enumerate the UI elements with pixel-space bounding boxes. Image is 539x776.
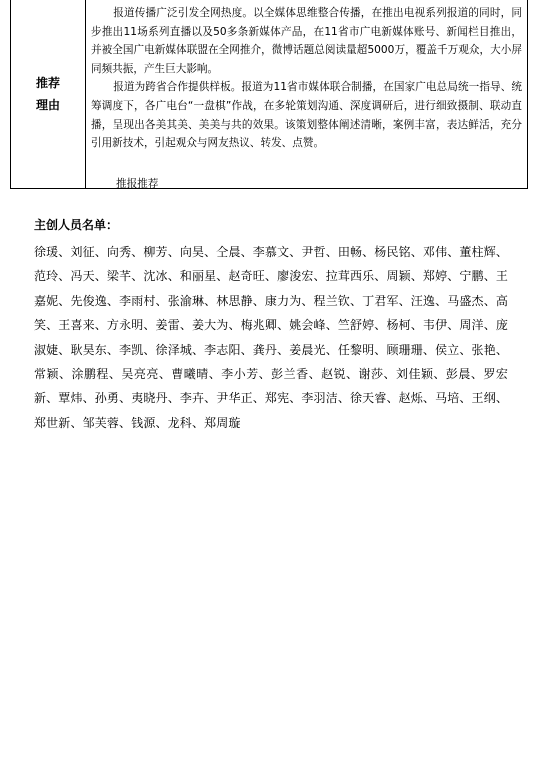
recommendation-table xyxy=(10,0,528,189)
recommendation-label-line2: 理由 xyxy=(35,98,60,112)
recommendation-label-line1: 推荐 xyxy=(35,76,60,90)
cut-off-text: 推报推荐 xyxy=(116,178,159,190)
cut-off-text-line xyxy=(116,178,176,193)
recommendation-paragraph-2: 报道为跨省合作提供样板。报道为11省市媒体联合制播，在国家广电总局统一指导、统筹调度下，各广电台“一盘棋”作战，在多轮策划沟通、深度调研后，进行细致摄制、联动直播，呈现出各美其美、美美与共的效果。该策划整体阐述清晰，案例丰富，表达鲜活，充分引用新技术，引起观众与网友热议、转发、点赞。 xyxy=(91,81,522,150)
recommendation-content-cell xyxy=(86,0,528,189)
recommendation-label-cell xyxy=(11,0,86,189)
creators-title: 主创人员名单： xyxy=(34,218,119,232)
recommendation-row xyxy=(11,0,528,189)
recommendation-paragraph-1: 报道传播广泛引发全网热度。以全媒体思维整合传播，在推出电视系列报道的同时，同步推出11场系列直播以及50多条新媒体产品，在11省市广电新媒体账号、新闻栏目推出，并被全国广电新媒体联盟在全网推介，微博话题总阅读量超5000万，覆盖千万观众，大小屏同频共振，产生巨大影响。 xyxy=(91,7,522,75)
creators-names-list: 徐瑗、刘征、向秀、柳芳、向昊、仝晨、李慕文、尹哲、田畅、杨民铭、邓伟、董柱辉、范玲、冯天、梁芊、沈冰、和丽星、赵奇旺、廖浚宏、拉茸西乐、周颖、郑婷、宁鹏、王嘉妮、先俊逸、李雨村、张渝琳、林思静、康力为、程兰钦、丁君军、汪逸、马盛杰、高笑、王喜来、方永明、姜雷、姜大为、梅兆卿、姚会峰、竺舒婷、杨柯、韦伊、周洋、庞淑婕、耿昊东、李凯、徐泽城、李志阳、龚丹、姜晨光、任黎明、顾珊珊、侯立、张艳、常颖、涂鹏程、吴亮亮、曹曦晴、李小芳、彭兰香、赵锐、谢莎、刘佳颖、彭晨、罗宏新、覃炜、孙勇、夷晓丹、李卉、尹华正、郑宪、李羽洁、徐天睿、赵烁、马培、王纲、郑世新、邹芙蓉、钱源、龙科、郑周璇 xyxy=(34,245,508,430)
